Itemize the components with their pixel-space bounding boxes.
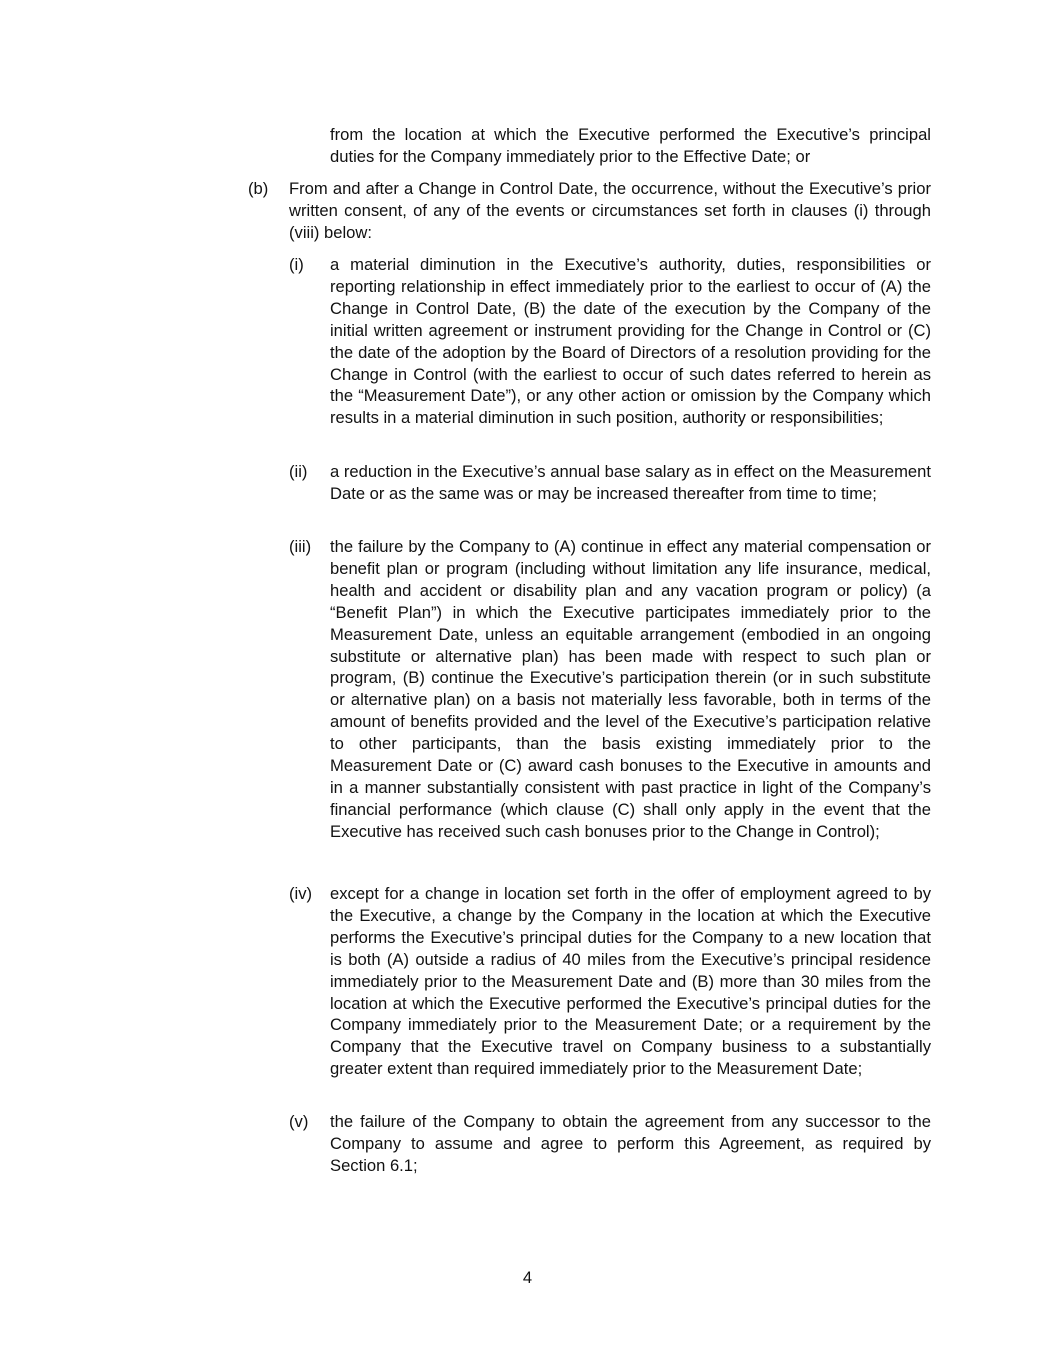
- item-i-label: (i): [289, 255, 304, 274]
- continuation-paragraph: from the location at which the Executive performed the Executive’s principal duties for the Company immediately prior to the Effective Date; or: [330, 125, 931, 166]
- item-v-label: (v): [289, 1112, 309, 1131]
- item-i-text: a material diminution in the Executive’s authority, duties, responsibilities or reporting relationship in effect immediately prior to the earliest to occur of (A) the Change in Control Date, (B) the date of the execution by the Company of the initial written agreement or instrument providing for the Change in Control or (C) the date of the adoption by the Board of Directors of a resolution providing for the Change in Control (with the earliest to occur of such dates referred to herein as the “Measurement Date”), or any other action or omission by the Company which results in a material diminution in such position, authority or responsibilities;: [330, 255, 931, 428]
- clause-b-label: (b): [248, 179, 269, 198]
- item-ii-label: (ii): [289, 462, 308, 481]
- item-iii-label: (iii): [289, 537, 312, 556]
- item-iv-text: except for a change in location set forth in the offer of employment agreed to by the Executive, a change by the Company in the location at which the Executive performs the Executive’s principal duties for the Company to a new location that is both (A) outside a radius of 40 miles from the Executive’s principal residence immediately prior to the Measurement Date and (B) more than 30 miles from the location at which the Executive performed the Executive’s principal duties for the Company immediately prior to the Measurement Date; or a requirement by the Company that the Executive travel on Company business to a substantially greater extent than required immediately prior to the Measurement Date;: [330, 884, 931, 1079]
- item-iv-label: (iv): [289, 884, 313, 903]
- clause-b-text: From and after a Change in Control Date, the occurrence, without the Executive’s prior written consent, of any of the events or circumstances set forth in clauses (i) through (viii) below:: [289, 179, 931, 242]
- page-number: 4: [522, 1268, 533, 1287]
- item-iii-text: the failure by the Company to (A) continue in effect any material compensation or benefit plan or program (including without limitation any life insurance, medical, health and accident or disability plan and any vacation program or policy) (a “Benefit Plan”) in which the Executive participates immediately prior to the Measurement Date, unless an equitable arrangement (embodied in an ongoing substitute or alternative plan) has been made with respect to such plan or program, (B) continue the Executive’s participation therein (or in such substitute or alternative plan) on a basis not materially less favorable, both in terms of the amount of benefits provided and the level of the Executive’s participation relative to other participants, than the basis existing immediately prior to the Measurement Date or (C) award cash bonuses to the Executive in amounts and in a manner substantially consistent with past practice in light of the Company’s financial performance (which clause (C) shall only apply in the event that the Executive has received such cash bonuses prior to the Change in Control);: [330, 537, 931, 841]
- item-ii-text: a reduction in the Executive’s annual base salary as in effect on the Measurement Date or as the same was or may be increased thereafter from time to time;: [330, 462, 931, 503]
- item-v-text: the failure of the Company to obtain the agreement from any successor to the Company to assume and agree to perform this Agreement, as required by Section 6.1;: [330, 1112, 931, 1175]
